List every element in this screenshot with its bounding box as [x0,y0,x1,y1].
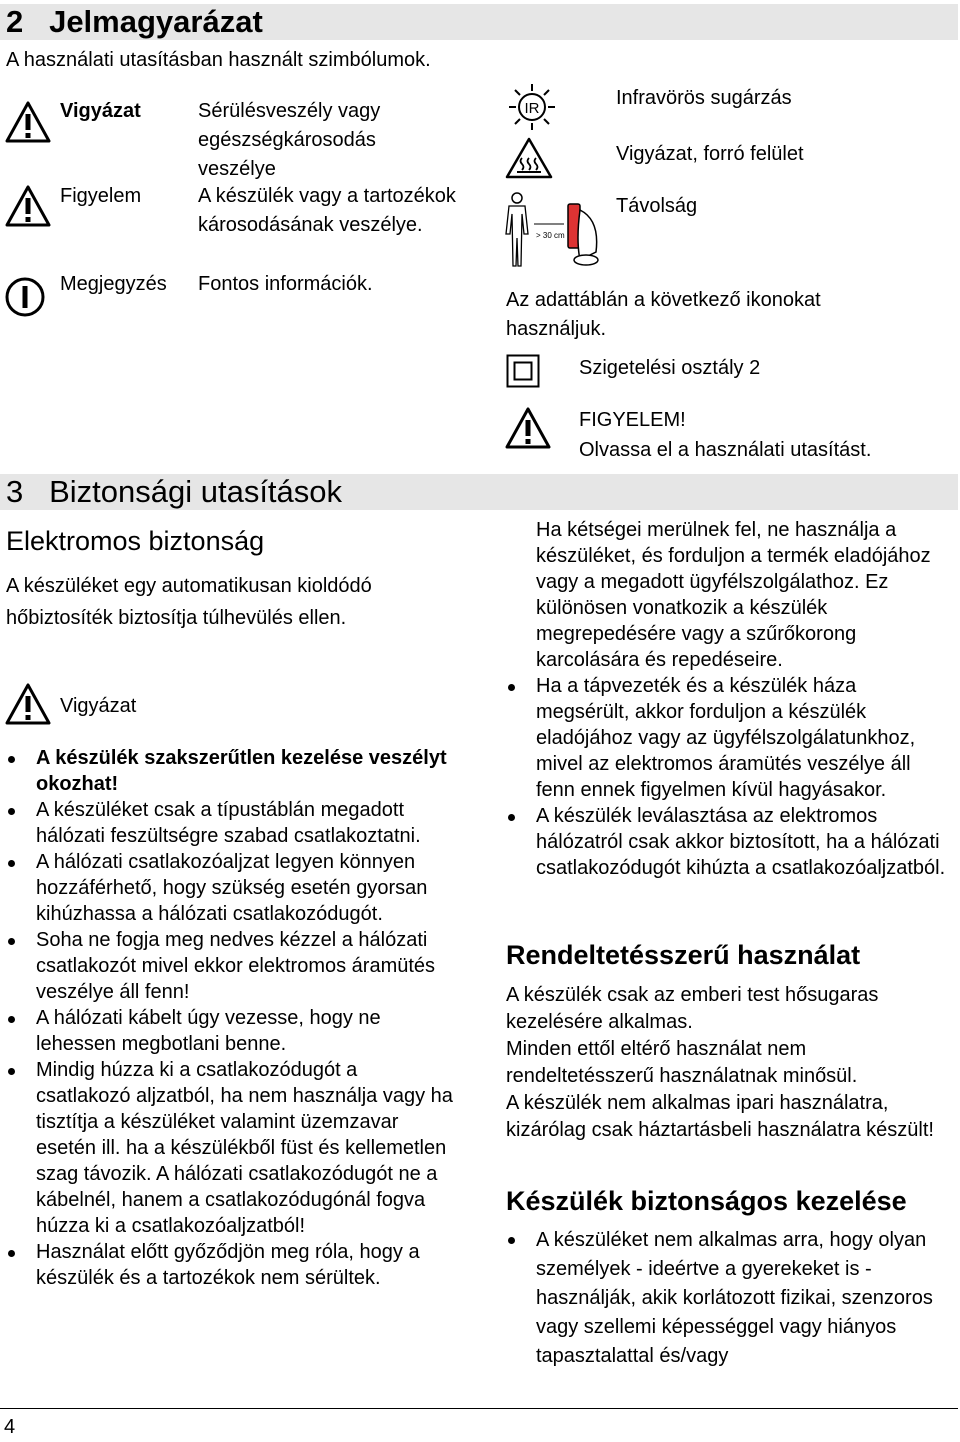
infrared-icon-text: IR [524,100,540,117]
section3-title: 3 Biztonsági utasítások [6,474,343,509]
safe-handling-list [506,1226,946,1371]
list-item: Ha a tápvezeték és a készülék háza megsérült, akkor forduljon a készülék eladójához vagy az ügyfélszolgálatunkhoz, mivel az elektromos áramütés veszélye áll fenn ennek figyelmen kívül hagyásakor. [506,673,954,803]
list-item: Ha kétségei merülnek fel, ne használja a készüléket, és forduljon a termék eladójához vagy a megadott ügyfélszolgálathoz. Ez különösen vonatkozik a készülék megrepedésére vagy a szűrőkorong karcolására és repedéseire. [536,519,931,671]
page-number: 4 [4,1416,16,1438]
section2-intro: A használati utasításban használt szimbólumok. [6,49,431,71]
distance-icon [500,190,610,270]
list-item: A készüléket csak a típustáblán megadott hálózati feszültségre szabad csatlakoztatni. [6,797,456,849]
symbol-label-megjegyzes: Megjegyzés [60,273,167,295]
symbol-label-insulation: Szigetelési osztály 2 [579,357,761,379]
symbol-label-figyelem: Figyelem [60,185,142,207]
infrared-icon [502,80,562,132]
distance-icon-text: > 30 cm [536,231,565,240]
symbol-desc-vigyazat: Sérülésveszély vagy egészségkárosodás veszélye [198,100,381,180]
intended-use-line: A készülék csak az emberi test hősugaras kezelésére alkalmas. [506,984,879,1033]
label-intro: Az adattáblán a következő ikonokat használjuk. [506,289,821,340]
left-bullet-list [6,745,456,1291]
intended-use-line: A készülék nem alkalmas ipari használatra, kizárólag csak háztartásbeli használatra készült! [506,1092,934,1141]
section3-subtitle: Elektromos biztonság [6,526,265,556]
symbol-desc-megjegyzes: Fontos információk. [198,273,373,295]
footer-rule [0,1408,958,1409]
list-item: A hálózati kábelt úgy vezesse, hogy ne lehessen megbotlani benne. [6,1005,456,1057]
safe-handling-title: Készülék biztonságos kezelése [506,1186,907,1216]
symbol-label-figyelem-caps: FIGYELEM! [579,409,686,431]
symbol-label-vigyazat: Vigyázat [60,100,141,122]
hot-surface-icon [504,136,554,180]
list-item: A készüléket nem alkalmas arra, hogy olyan személyek - ideértve a gyerekeket is - használják, akik korlátozott fizikai, szenzoros vagy szellemi képességgel vagy hiányos tapasztalattal és/vagy [506,1226,946,1371]
list-item: Mindig húzza ki a csatlakozódugót a csatlakozó aljzatból, ha nem használja vagy ha tisztítja a készüléket valamint üzemzavar esetén ill. ha a készülékből füst és kellemetlen szag távozik. A hálózati csatlakozódugót ne a kábelnél, hanem a csatlakozódugónál fogva húzza ki a csatlakozóaljzatból! [6,1057,456,1239]
intended-use-title: Rendeltetésszerű használat [506,940,861,970]
section3-intro: A készüléket egy automatikusan kioldódó hőbiztosíték biztosítja túlhevülés ellen. [6,575,372,629]
list-item: A hálózati csatlakozóaljzat legyen könnyen hozzáférhető, hogy szükség esetén gyorsan kihúzhassa a hálózati csatlakozódugót. [6,849,456,927]
warning-label: Vigyázat [60,695,137,717]
symbol-label-hot-surface: Vigyázat, forró felület [616,143,804,165]
warning-triangle-icon [4,184,52,228]
list-item: A készülék szakszerűtlen kezelése veszélyt okozhat! [6,745,456,797]
info-icon [4,276,46,318]
right-bullet-list [506,517,954,881]
symbol-desc-figyelem: A készülék vagy a tartozékok károsodásának veszélye. [198,185,456,236]
list-item: Soha ne fogja meg nedves kézzel a hálózati csatlakozót mivel ekkor elektromos áramütés veszélye áll fenn! [6,927,456,1005]
symbol-label-distance: Távolság [616,195,698,217]
warning-triangle-icon [504,406,552,450]
list-item: A készülék leválasztása az elektromos hálózatról csak akkor biztosított, ha a hálózati csatlakozódugót kihúzta a csatlakozóaljzatból. [506,803,954,881]
insulation-class-2-icon [506,354,540,388]
intended-use-text [506,982,956,1144]
list-item: Használat előtt győződjön meg róla, hogy a készülék és a tartozékok nem sérültek. [6,1239,456,1291]
warning-triangle-icon [4,682,52,726]
symbol-label-read-manual: Olvassa el a használati utasítást. [579,439,872,461]
section2-title: 2 Jelmagyarázat [6,4,263,39]
warning-triangle-icon [4,100,52,144]
intended-use-line: Minden ettől eltérő használat nem rendeltetésszerű használatnak minősül. [506,1038,858,1087]
symbol-label-infrared: Infravörös sugárzás [616,87,792,109]
